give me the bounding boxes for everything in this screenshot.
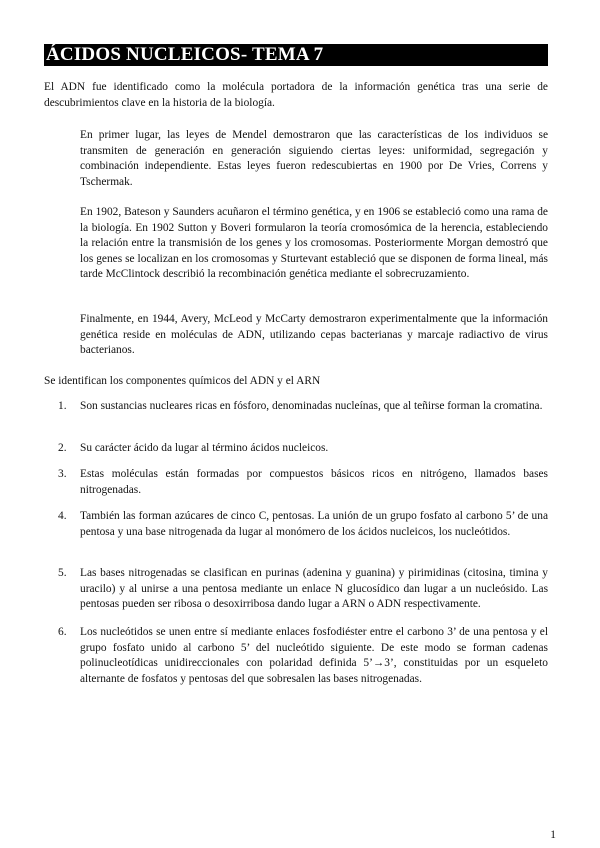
page-number: 1 — [550, 829, 556, 841]
history-paragraph-genetics: En 1902, Bateson y Saunders acuñaron el término genética, y en 1906 se estableció como una rama de la biología. En 1902 Sutton y Boveri formularon la teoría cromosómica de la herencia, estableciendo la relación entre la transmisión de los genes y los cromosomas. Posteriormente Morgan demostró que los genes se localizan en los cromosomas y Sturtevant estableció que se disponen de forma lineal, más tarde McClintock describió la recombinación genética mediante el sobrecruzamiento. — [80, 206, 548, 281]
list-item-text: También las forman azúcares de cinco C, pentosas. La unión de un grupo fosfato al carbono 5’ de una pentosa y una base nitrogenada da lugar al monómero de los ácidos nucleicos, los nucleótidos. — [80, 510, 548, 538]
list-item-number: 6. — [58, 626, 67, 638]
list-item-number: 5. — [58, 567, 67, 579]
intro-paragraph: El ADN fue identificado como la molécula portadora de la información genética tras una serie de descubrimientos clave en la historia de la biología. — [44, 81, 548, 109]
list-item — [58, 399, 548, 415]
list-item-text: Son sustancias nucleares ricas en fósforo, denominadas nucleínas, que al teñirse forman la cromatina. — [80, 400, 543, 412]
list-item-text: Estas moléculas están formadas por compuestos básicos ricos en nitrógeno, llamados bases nitrogenadas. — [80, 468, 548, 496]
list-item-number: 3. — [58, 468, 67, 480]
list-item — [58, 467, 548, 498]
components-heading: Se identifican los componentes químicos del ADN y el ARN — [44, 375, 321, 387]
list-item-text: Los nucleótidos se unen entre sí mediante enlaces fosfodiéster entre el carbono 3’ de una pentosa y el grupo fosfato unido al carbono 5’ del nucleótido siguiente. De este modo se forman cadenas polinucleotídicas unidireccionales con polaridad definida 5’→3’, constituidas por un esqueleto alternante de fosfatos y pentosas del que sobresalen las bases nitrogenadas. — [80, 626, 548, 685]
list-item-number: 4. — [58, 510, 67, 522]
list-item — [58, 509, 548, 540]
list-item — [58, 625, 548, 687]
history-paragraph-mendel: En primer lugar, las leyes de Mendel demostraron que las características de los individuos se transmiten de generación en generación siguiendo ciertas leyes: uniformidad, segregación y combinación independiente. Estas leyes fueron redescubiertas en 1900 por De Vries, Correns y Tschermak. — [80, 129, 548, 188]
page-title: ÁCIDOS NUCLEICOS- TEMA 7 — [44, 44, 548, 66]
history-paragraph-avery: Finalmente, en 1944, Avery, McLeod y McCarty demostraron experimentalmente que la información genética reside en moléculas de ADN, utilizando cepas bacterianas y marcaje radiactivo de virus bacterianos. — [80, 313, 548, 357]
list-item-number: 2. — [58, 442, 67, 454]
list-item-text: Las bases nitrogenadas se clasifican en purinas (adenina y guanina) y pirimidinas (citosina, timina y uracilo) y al unirse a una pentosa mediante un enlace N glucosídico dan lugar a un nucleósido. Las pentosas pueden ser ribosa o desoxirribosa dando lugar a ARN o ADN respectivamente. — [80, 567, 548, 611]
list-item — [58, 441, 548, 457]
list-item — [58, 566, 548, 613]
list-item-text: Su carácter ácido da lugar al término ácidos nucleicos. — [80, 442, 329, 454]
list-item-number: 1. — [58, 400, 67, 412]
